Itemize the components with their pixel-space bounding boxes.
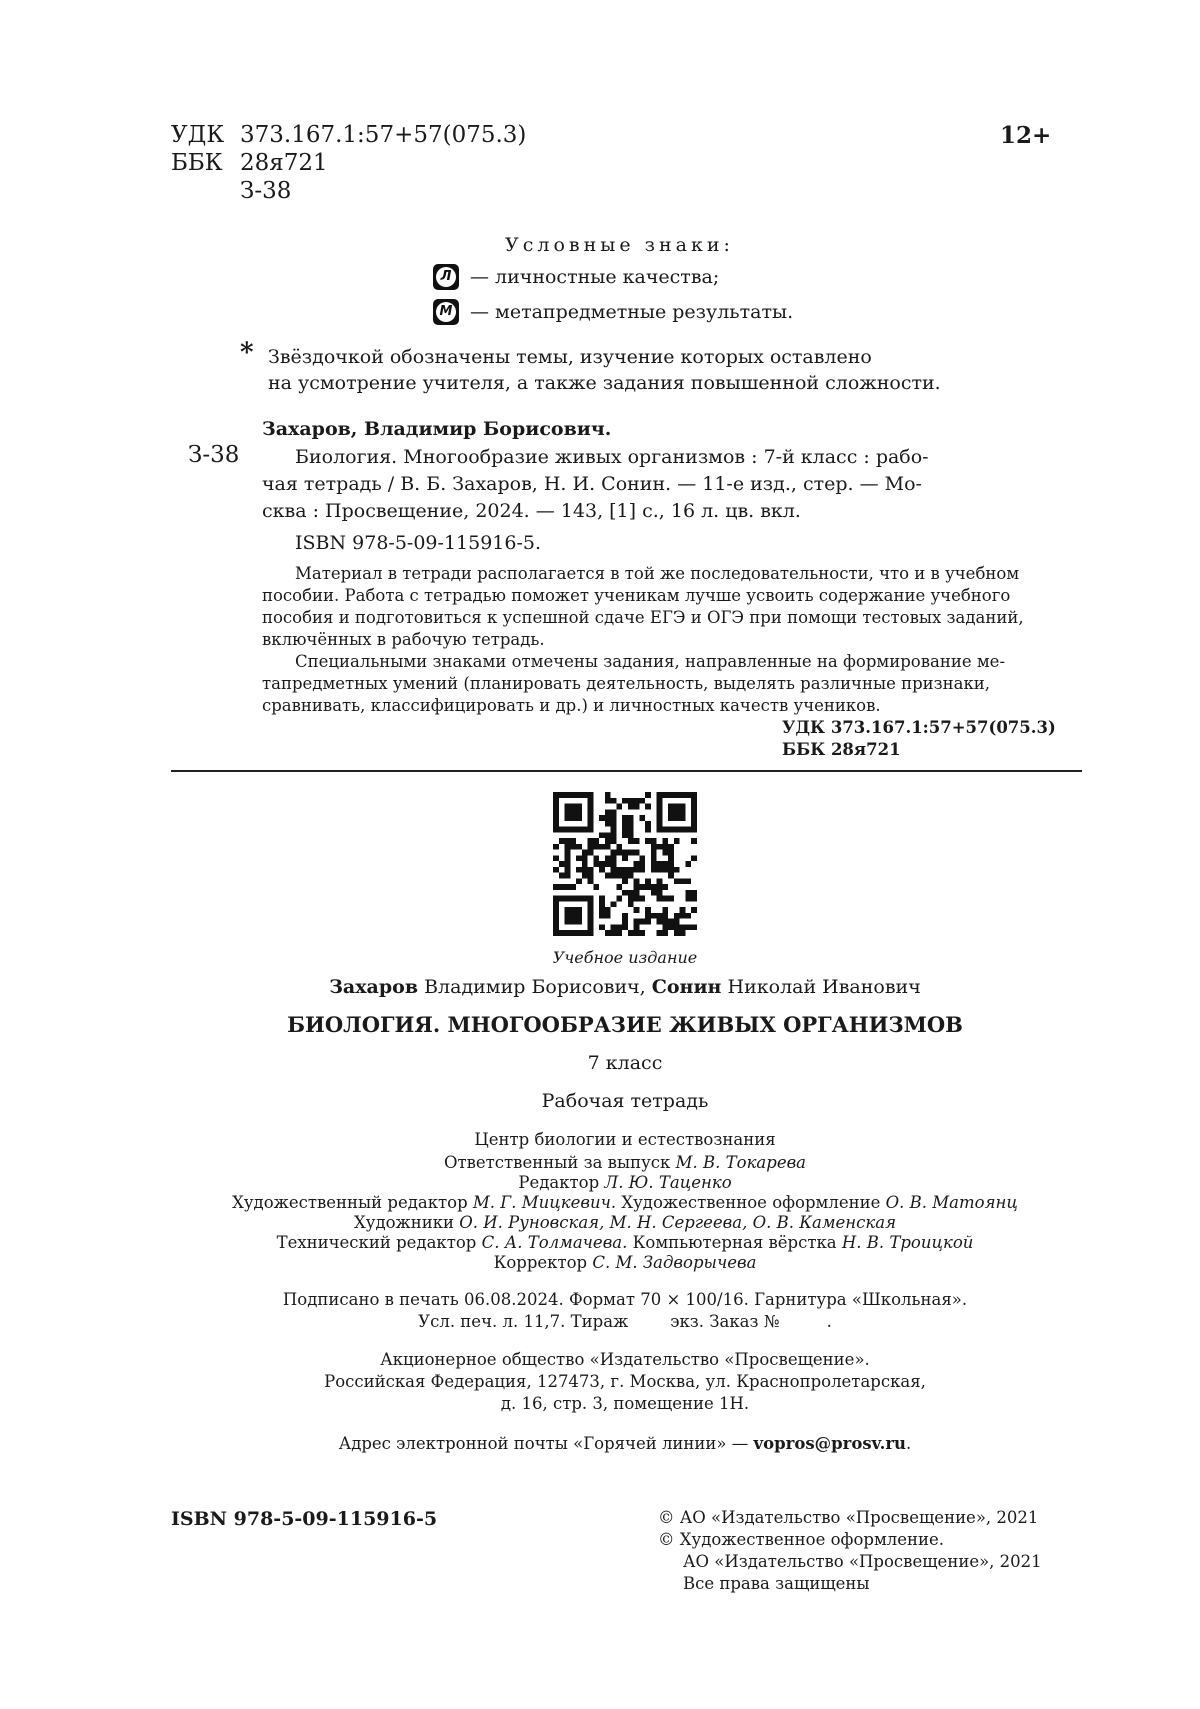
copyright-line: АО «Издательство «Просвещение», 2021: [683, 1552, 1042, 1571]
credit-name: Л. Ю. Таценко: [604, 1173, 732, 1192]
copyright-line: © Художественное оформление.: [658, 1530, 945, 1549]
annotation-line: Специальными знаками отмечены задания, направленные на формирование ме-: [295, 652, 1006, 671]
print-info: Подписано в печать 06.08.2024. Формат 70 × 100/16. Гарнитура «Школьная».: [282, 1290, 968, 1309]
credit-role: Корректор: [493, 1253, 588, 1272]
catalog-line: чая тетрадь / В. Б. Захаров, Н. И. Сонин. — 11-е изд., стер. — Мо-: [262, 473, 922, 495]
publisher-line: Российская Федерация, 127473, г. Москва, ул. Краснопролетарская,: [324, 1372, 926, 1391]
credit-name: С. М. Задворычева: [592, 1253, 757, 1272]
credit-name: М. В. Токарева: [675, 1153, 807, 1172]
credit-role: Редактор: [518, 1173, 600, 1192]
credit-line: [0, 1233, 1200, 1252]
credit-name: С. А. Толмачева.: [481, 1233, 628, 1252]
catalog-line: Биология. Многообразие живых организмов : 7-й класс : рабо-: [295, 446, 929, 468]
annotation-line: тапредметных умений (планировать деятельность, выделять различные признаки,: [262, 674, 991, 693]
annotation-line: Материал в тетради располагается в той же последовательности, что и в учебном: [295, 564, 1020, 583]
credit-role: Ответственный за выпуск: [443, 1153, 671, 1172]
catalog-author: Захаров, Владимир Борисович.: [262, 418, 612, 440]
print-info: Усл. печ. л. 11,7. Тираж экз. Заказ № .: [418, 1312, 832, 1331]
credit-name: О. В. Матоянц: [885, 1193, 1018, 1212]
asterisk-note-line2: на усмотрение учителя, а также задания повышенной сложности.: [268, 372, 941, 394]
credit-role: Художественный редактор: [232, 1193, 468, 1212]
metasubject-results-icon: М: [433, 299, 459, 325]
catalog-udk: УДК 373.167.1:57+57(075.3): [782, 718, 1056, 737]
bbk-label: ББК: [171, 150, 223, 176]
grade: 7 класс: [587, 1052, 663, 1074]
legend-title: Условные знаки:: [505, 234, 734, 256]
credit-role: Технический редактор: [276, 1233, 477, 1252]
copyright-line: Все права защищены: [683, 1574, 870, 1593]
credit-role: Художники: [353, 1213, 455, 1232]
annotation-line: сравнивать, классифицировать и др.) и личностных качеств учеников.: [262, 696, 881, 715]
annotation-line: включённых в рабочую тетрадь.: [262, 630, 545, 649]
asterisk-note-line1: Звёздочкой обозначены темы, изучение которых оставлено: [268, 346, 872, 368]
bbk-value: 28я721: [240, 150, 328, 176]
author-code: З-38: [240, 178, 292, 204]
catalog-line: сква : Просвещение, 2024. — 143, [1] с., 16 л. цв. вкл.: [262, 500, 801, 522]
annotation-line: пособия и подготовиться к успешной сдаче ЕГЭ и ОГЭ при помощи тестовых заданий,: [262, 608, 1024, 627]
catalog-code: З-38: [188, 442, 240, 468]
email-suffix: .: [906, 1434, 912, 1453]
publisher-line: д. 16, стр. 3, помещение 1Н.: [500, 1394, 750, 1413]
email-prefix: Адрес электронной почты «Горячей линии» —: [338, 1434, 749, 1453]
credit-line: [0, 1253, 1200, 1272]
copyright-line: © АО «Издательство «Просвещение», 2021: [658, 1508, 1039, 1527]
email-link[interactable]: vopros@prosv.ru: [753, 1434, 907, 1453]
credit-name: О. И. Руновская, М. Н. Сергеева, О. В. Каменская: [459, 1213, 897, 1232]
credit-line: [0, 1173, 1200, 1192]
credit-line: [0, 1193, 1200, 1212]
author1-surname: Захаров: [329, 976, 419, 998]
catalog-isbn: ISBN 978-5-09-115916-5.: [295, 532, 542, 554]
credit-name: Н. В. Троицкой: [841, 1233, 974, 1252]
divider: [171, 770, 1082, 772]
author2-name: Николай Иванович: [727, 976, 921, 998]
annotation-line: пособии. Работа с тетрадью поможет ученикам лучше усвоить содержание учебного: [262, 586, 1011, 605]
personal-qualities-icon: Л: [433, 264, 459, 290]
publisher-line: Акционерное общество «Издательство «Просвещение».: [380, 1350, 870, 1369]
legend-item-metasubject: — метапредметные результаты.: [470, 301, 794, 323]
credit-line: [0, 1153, 1200, 1172]
udk-label: УДК: [171, 122, 225, 148]
credit-line: [0, 1213, 1200, 1232]
udk-value: 373.167.1:57+57(075.3): [240, 122, 527, 148]
hotline-email: [0, 1434, 1200, 1453]
asterisk-mark: *: [240, 338, 254, 368]
credit-role: Художественное оформление: [621, 1193, 881, 1212]
subtitle: Рабочая тетрадь: [541, 1090, 709, 1112]
footer-isbn: ISBN 978-5-09-115916-5: [171, 1508, 438, 1530]
center-name: Центр биологии и естествознания: [474, 1130, 776, 1149]
legend-item-personal: — личностные качества;: [470, 266, 720, 288]
author2-surname: Сонин: [651, 976, 722, 998]
age-rating: 12+: [1000, 122, 1052, 149]
qr-code: [553, 792, 697, 936]
credit-role: Компьютерная вёрстка: [632, 1233, 837, 1252]
book-title: БИОЛОГИЯ. МНОГООБРАЗИЕ ЖИВЫХ ОРГАНИЗМОВ: [287, 1012, 963, 1037]
imprint-authors: [0, 976, 1200, 998]
credit-name: М. Г. Мицкевич.: [472, 1193, 617, 1212]
edition-type: Учебное издание: [552, 948, 698, 967]
author1-name: Владимир Борисович,: [424, 976, 646, 998]
catalog-bbk: ББК 28я721: [782, 740, 901, 759]
